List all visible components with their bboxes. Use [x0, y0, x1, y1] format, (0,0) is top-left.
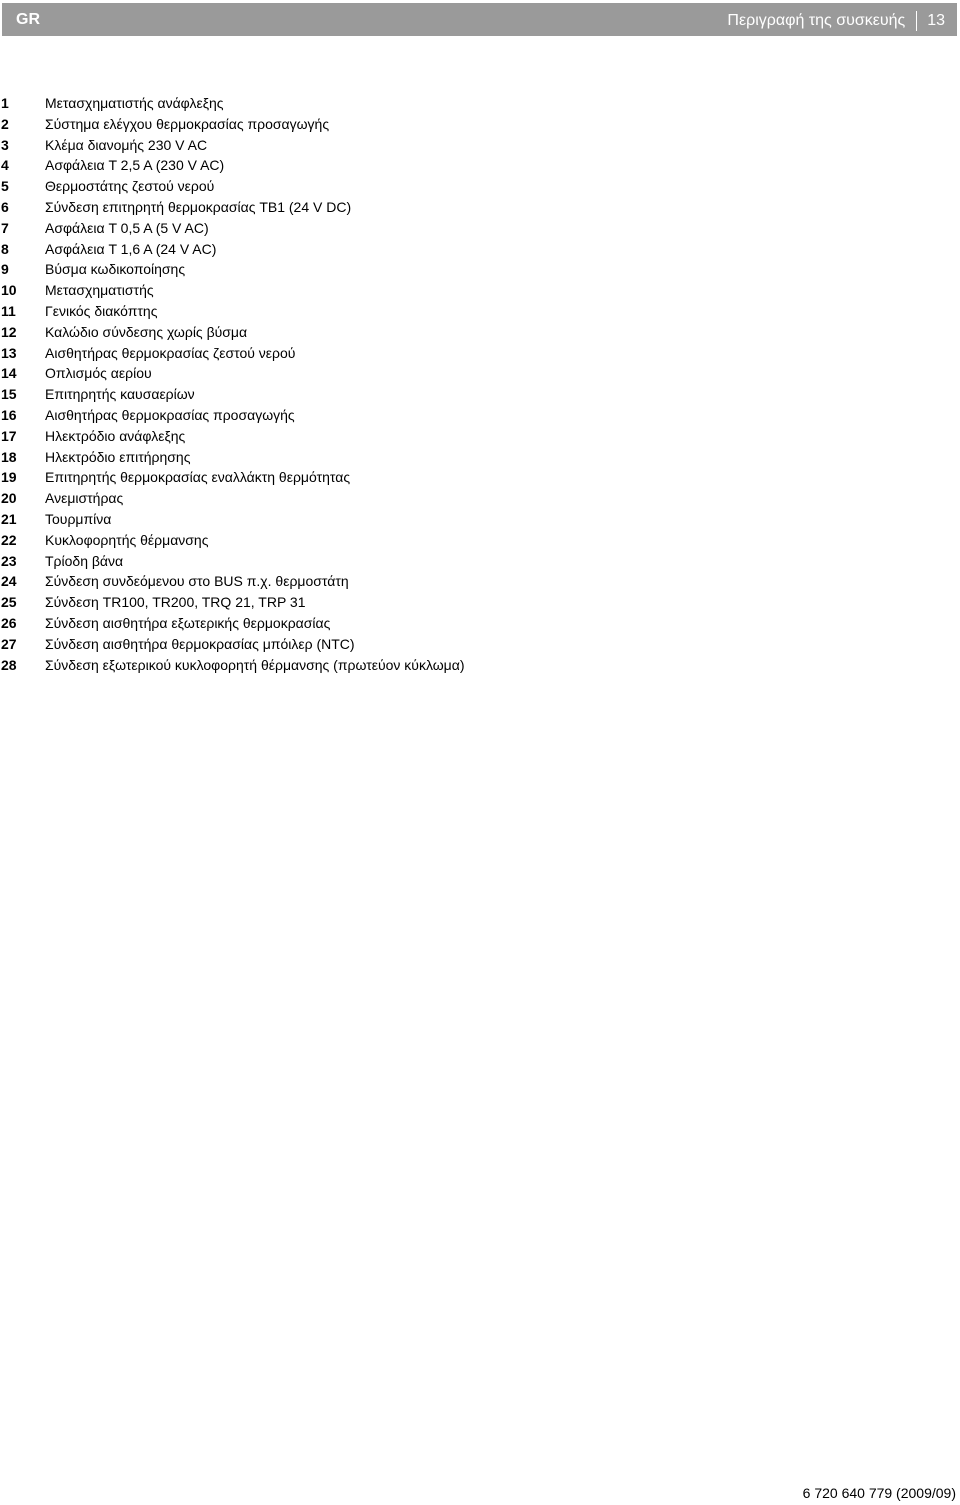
legend-number: 8 — [1, 240, 9, 257]
legend-text: Σύνδεση συνδεόμενου στο BUS π.χ. θερμοστάτη — [45, 573, 349, 590]
legend-item — [0, 613, 480, 634]
legend-item — [0, 405, 480, 426]
legend-item — [0, 426, 480, 447]
legend-item — [0, 343, 480, 364]
legend-item — [0, 280, 480, 301]
legend-number: 22 — [1, 531, 17, 548]
legend-item — [0, 322, 480, 343]
section-title: Περιγραφή της συσκευής — [727, 12, 906, 29]
legend-item — [0, 509, 480, 530]
legend-text: Αισθητήρας θερμοκρασίας ζεστού νερού — [45, 344, 296, 361]
legend-text: Μετασχηματιστής ανάφλεξης — [45, 95, 224, 111]
legend-item — [0, 239, 480, 260]
legend-text: Τρίοδη βάνα — [45, 552, 124, 569]
legend-text: Ανεμιστήρας — [45, 490, 124, 507]
legend-item — [0, 363, 480, 384]
page-header — [2, 3, 957, 36]
legend-text: Σύστημα ελέγχου θερμοκρασίας προσαγωγής — [45, 115, 330, 132]
legend-item — [0, 634, 480, 655]
legend-number: 3 — [1, 136, 9, 153]
legend-text: Ασφάλεια T 1,6 A (24 V AC) — [45, 240, 217, 257]
legend-number: 19 — [1, 469, 17, 486]
legend-number: 14 — [1, 365, 17, 382]
legend-number: 12 — [1, 323, 17, 340]
legend-text: Ηλεκτρόδιο ανάφλεξης — [45, 427, 186, 444]
component-legend — [0, 93, 480, 675]
legend-number: 4 — [1, 157, 9, 174]
document-code: 6 720 640 779 (2009/09) — [802, 1485, 956, 1501]
legend-text: Τουρμπίνα — [45, 510, 112, 527]
legend-text: Οπλισμός αερίου — [45, 365, 152, 382]
legend-number: 21 — [1, 510, 17, 527]
legend-number: 1 — [1, 95, 9, 111]
legend-number: 5 — [1, 178, 9, 195]
legend-text: Σύνδεση αισθητήρα εξωτερικής θερμοκρασίας — [45, 614, 331, 631]
legend-item — [0, 467, 480, 488]
legend-number: 10 — [1, 282, 17, 299]
legend-text: Σύνδεση αισθητήρα θερμοκρασίας μπόιλερ (NTC) — [45, 635, 355, 652]
header-title-group — [727, 11, 945, 31]
legend-text: Κυκλοφορητής θέρμανσης — [45, 531, 209, 548]
legend-text: Κλέμα διανομής 230 V AC — [45, 136, 208, 153]
legend-number: 23 — [1, 552, 17, 569]
legend-item — [0, 592, 480, 613]
legend-number: 15 — [1, 386, 17, 403]
legend-text: Θερμοστάτης ζεστού νερού — [45, 178, 215, 195]
legend-number: 6 — [1, 198, 9, 215]
legend-item — [0, 93, 480, 114]
legend-number: 18 — [1, 448, 17, 465]
legend-item — [0, 218, 480, 239]
legend-text: Γενικός διακόπτης — [45, 302, 158, 319]
page-number: 13 — [927, 12, 945, 29]
legend-item — [0, 135, 480, 156]
legend-text: Επιτηρητής θερμοκρασίας εναλλάκτη θερμότητας — [45, 469, 351, 486]
legend-item — [0, 176, 480, 197]
legend-item — [0, 488, 480, 509]
legend-number: 13 — [1, 344, 17, 361]
legend-item — [0, 259, 480, 280]
legend-number: 20 — [1, 490, 17, 507]
legend-text: Μετασχηματιστής — [45, 282, 154, 299]
legend-text: Ασφάλεια T 2,5 A (230 V AC) — [45, 157, 225, 174]
legend-item — [0, 571, 480, 592]
legend-item — [0, 530, 480, 551]
legend-item — [0, 551, 480, 572]
legend-text: Σύνδεση επιτηρητή θερμοκρασίας TB1 (24 V DC) — [45, 198, 352, 215]
header-divider — [916, 11, 917, 31]
legend-number: 16 — [1, 406, 17, 423]
legend-number: 24 — [1, 573, 17, 590]
legend-text: Καλώδιο σύνδεσης χωρίς βύσμα — [45, 323, 248, 340]
legend-item — [0, 447, 480, 468]
legend-number: 26 — [1, 614, 17, 631]
legend-text: Επιτηρητής καυσαερίων — [45, 386, 195, 403]
legend-text: Βύσμα κωδικοποίησης — [45, 261, 186, 278]
legend-item — [0, 155, 480, 176]
legend-item — [0, 197, 480, 218]
legend-text: Ασφάλεια T 0,5 A (5 V AC) — [45, 219, 209, 236]
legend-number: 25 — [1, 594, 17, 611]
legend-item — [0, 114, 480, 135]
legend-number: 9 — [1, 261, 9, 278]
legend-text: Ηλεκτρόδιο επιτήρησης — [45, 448, 191, 465]
legend-item — [0, 301, 480, 322]
legend-number: 7 — [1, 219, 9, 236]
legend-number: 11 — [1, 302, 16, 319]
legend-text: Σύνδεση εξωτερικού κυκλοφορητή θέρμανσης (πρωτεύον κύκλωμα) — [45, 656, 465, 673]
legend-text: Αισθητήρας θερμοκρασίας προσαγωγής — [45, 406, 295, 423]
legend-text: Σύνδεση TR100, TR200, TRQ 21, TRP 31 — [45, 594, 306, 611]
legend-number: 28 — [1, 656, 17, 673]
legend-number: 17 — [1, 427, 17, 444]
legend-item — [0, 384, 480, 405]
legend-item — [0, 655, 480, 676]
legend-number: 2 — [1, 115, 9, 132]
legend-number: 27 — [1, 635, 17, 652]
language-code: GR — [16, 11, 40, 28]
